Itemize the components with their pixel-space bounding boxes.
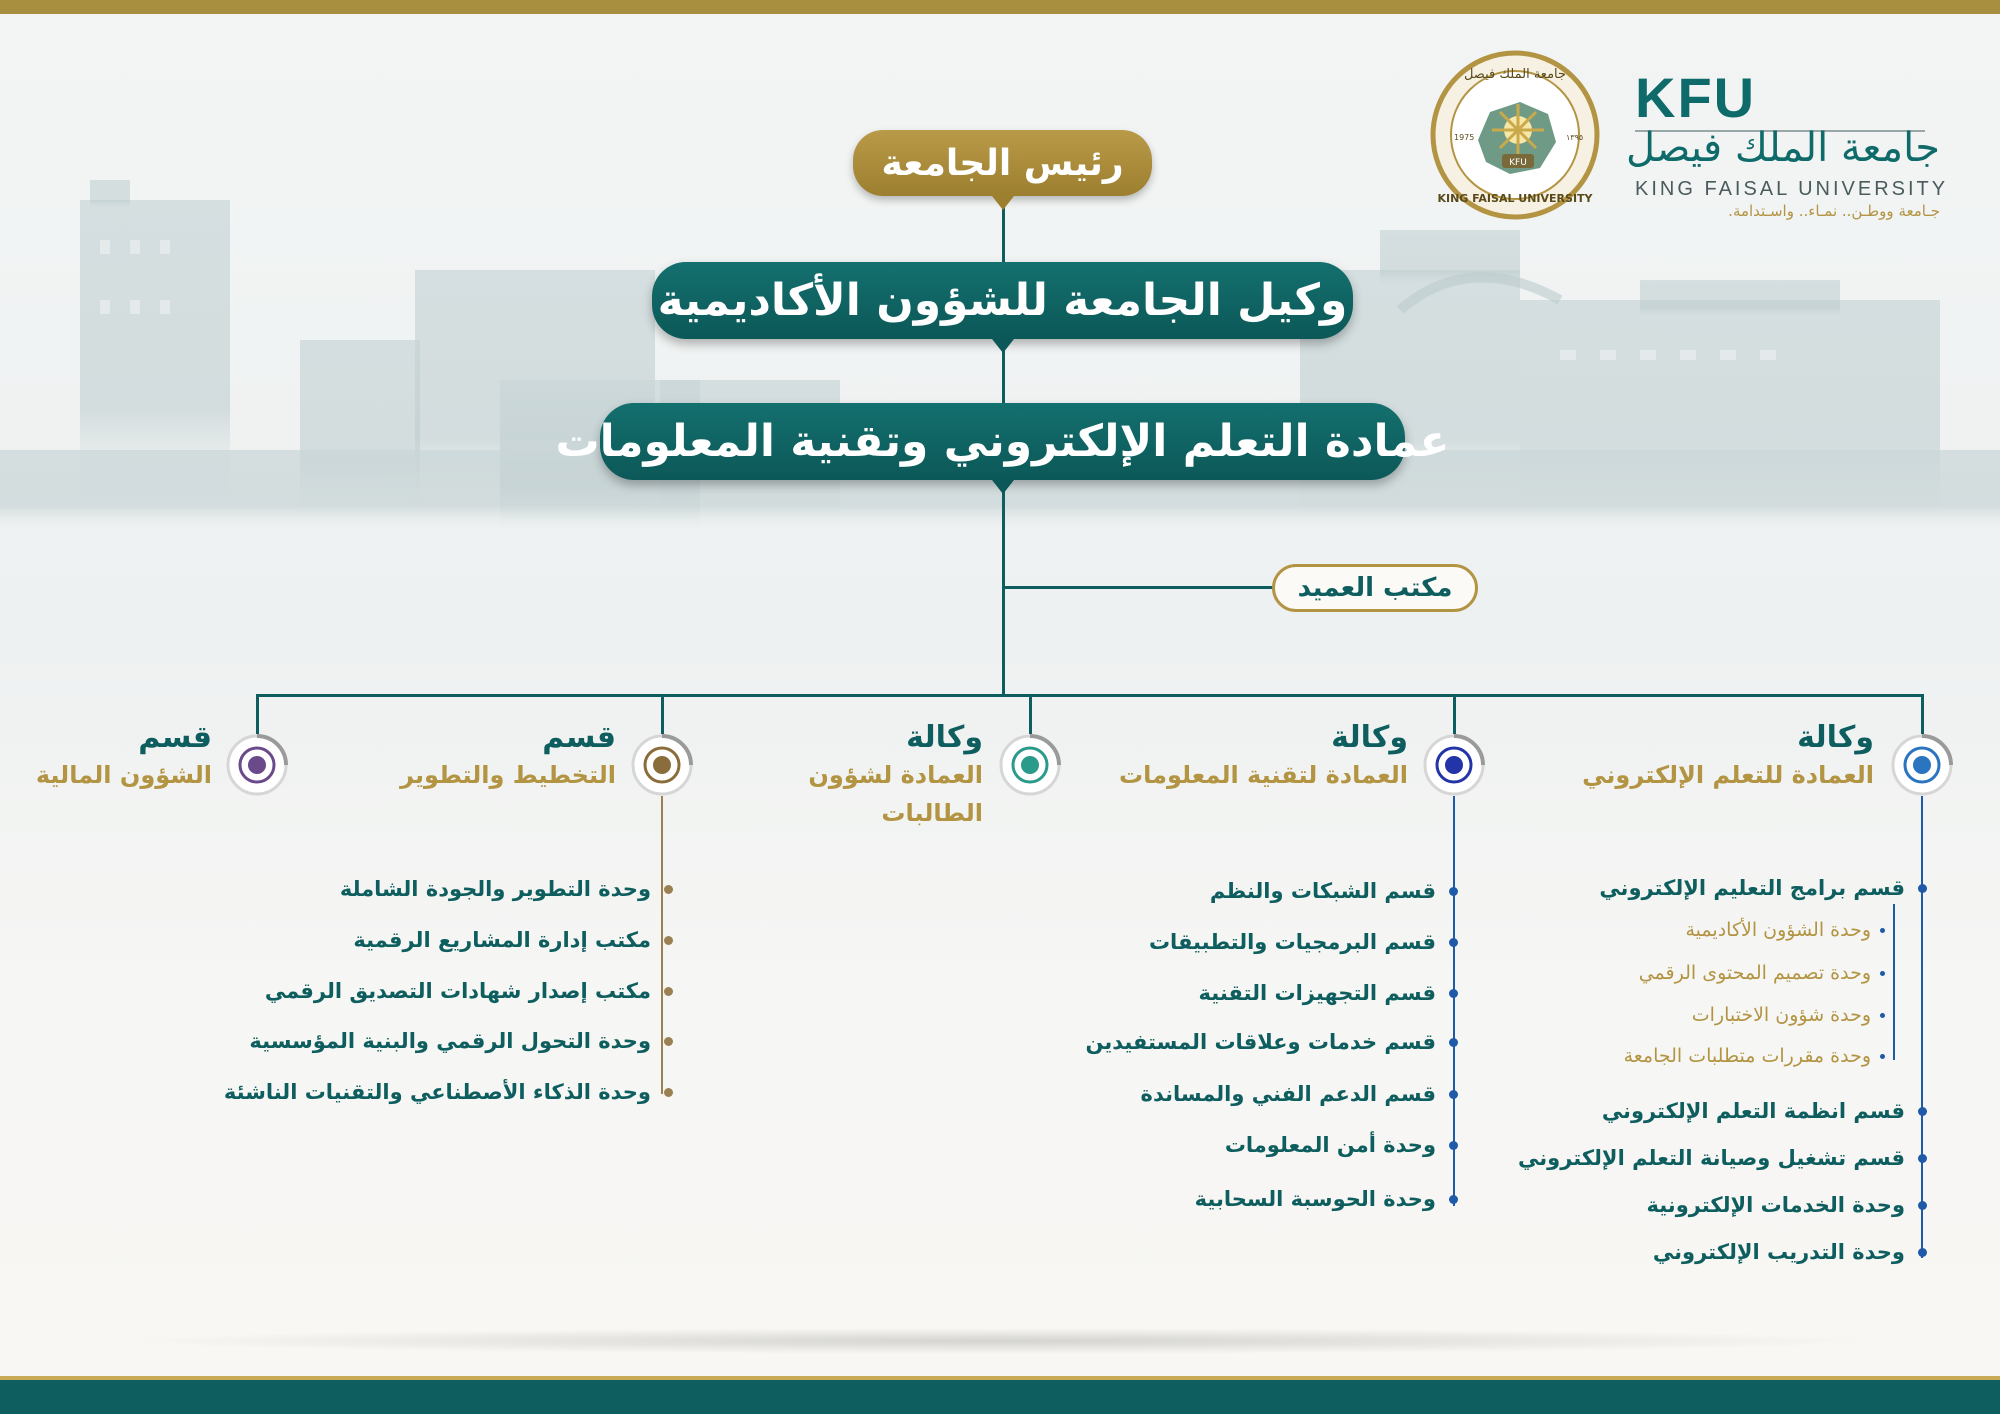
bullet-dot [664, 936, 673, 945]
list-item: قسم خدمات وعلاقات المستفيدين [1085, 1030, 1436, 1054]
drop-elearning [1921, 694, 1924, 734]
list-item: قسم التجهيزات التقنية [1199, 981, 1436, 1005]
list-item: وحدة التحول الرقمي والبنية المؤسسية [249, 1029, 651, 1053]
sub-list-item: وحدة الشؤون الأكاديمية [1686, 919, 1872, 941]
list-item: وحدة أمن المعلومات [1225, 1133, 1436, 1157]
seal-year: 1975 [1454, 133, 1475, 142]
bullet-dot [1449, 989, 1458, 998]
seal-year-hijri: ١٣٩٥ [1566, 133, 1584, 142]
seal-top-text: جامعة الملك فيصل [1463, 67, 1567, 82]
bullet-dot [1918, 1154, 1927, 1163]
sub-list-item: وحدة تصميم المحتوى الرقمي [1639, 962, 1871, 984]
sub-list-item: وحدة مقررات متطلبات الجامعة [1624, 1045, 1871, 1067]
logo-slogan: جـامعة ووطـن.. نمـاء.. واسـتدامة. [1728, 202, 1940, 220]
bullet-dot [1918, 1201, 1927, 1210]
bullet-dot [1449, 887, 1458, 896]
elearning-title1: وكالة [1797, 720, 1874, 755]
finance-title2: الشؤون المالية [35, 761, 212, 789]
logo-kfu-text: KFU [1635, 66, 1757, 129]
finance-heading [36, 718, 212, 792]
seal-bottom-text: KING FAISAL UNIVERSITY [1437, 192, 1593, 205]
bullet-dot [1880, 1054, 1885, 1059]
drop-planning [661, 694, 664, 734]
list-item: قسم البرمجيات والتطبيقات [1149, 930, 1436, 954]
logo-english-name: KING FAISAL UNIVERSITY [1635, 178, 1949, 200]
list-item: قسم الدعم الفني والمساندة [1141, 1082, 1436, 1106]
list-item: مكتب إصدار شهادات التصديق الرقمي [265, 979, 651, 1003]
list-item: وحدة التدريب الإلكتروني [1653, 1240, 1905, 1264]
planning-title1: قسم [542, 720, 616, 755]
bullet-dot [1918, 1248, 1927, 1257]
list-item: قسم الشبكات والنظم [1210, 879, 1436, 903]
elearning-list-line [1921, 796, 1923, 1258]
it-title2: العمادة لتقنية المعلومات [1118, 761, 1408, 789]
purple-ring-icon [226, 734, 288, 796]
bullet-dot [1449, 1090, 1458, 1099]
female-title1: وكالة [906, 720, 983, 755]
bullet-dot [1449, 1195, 1458, 1204]
bullet-dot [1449, 1038, 1458, 1047]
it-title1: وكالة [1331, 720, 1408, 755]
deanship-box: عمادة التعلم الإلكتروني وتقنية المعلومات [600, 403, 1405, 480]
list-item: وحدة الحوسبة السحابية [1195, 1187, 1436, 1211]
bullet-dot [1880, 971, 1885, 976]
bullet-dot [664, 885, 673, 894]
list-item: مكتب إدارة المشاريع الرقمية [353, 928, 651, 952]
bottom-shadow [120, 1328, 1880, 1354]
bullet-dot [1918, 1107, 1927, 1116]
bullet-dot [664, 1088, 673, 1097]
list-item: قسم برامج التعليم الإلكتروني [1599, 876, 1905, 900]
female-title3: الطالبات [881, 799, 983, 827]
bullet-dot [1918, 884, 1927, 893]
bullet-dot [1880, 928, 1885, 933]
dean-office-box: مكتب العميد [1272, 564, 1478, 612]
vice-president-box: وكيل الجامعة للشؤون الأكاديمية [652, 262, 1353, 339]
president-box: رئيس الجامعة [853, 130, 1152, 196]
female-title2: العمادة لشؤون [808, 761, 983, 789]
finance-title1: قسم [138, 720, 212, 755]
planning-list-line [661, 796, 663, 1094]
bottom-border-band [0, 1380, 2000, 1414]
it-list [736, 0, 1436, 1414]
sub-list-item: وحدة شؤون الاختبارات [1692, 1004, 1871, 1026]
planning-title2: التخطيط والتطوير [400, 761, 616, 789]
planning-list [0, 0, 651, 1414]
list-item: قسم تشغيل وصيانة التعلم الإلكتروني [1518, 1146, 1905, 1170]
bullet-dot [1449, 1141, 1458, 1150]
female-heading [808, 718, 983, 830]
seal-center-text: KFU [1509, 158, 1527, 168]
bullet-dot [1880, 1013, 1885, 1018]
bullet-dot [664, 987, 673, 996]
logo-arabic-name: جامعة الملك فيصل [1625, 125, 1940, 171]
list-item: قسم انظمة التعلم الإلكتروني [1602, 1099, 1905, 1123]
bullet-dot [1449, 938, 1458, 947]
list-item: وحدة التطوير والجودة الشاملة [340, 877, 651, 901]
list-item: وحدة الخدمات الإلكترونية [1647, 1193, 1906, 1217]
list-item: وحدة الذكاء الأصطناعي والتقنيات الناشئة [224, 1080, 651, 1104]
bullet-dot [664, 1037, 673, 1046]
elearning-title2: العمادة للتعلم الإلكتروني [1582, 761, 1874, 789]
teal-ring-icon [999, 734, 1061, 796]
